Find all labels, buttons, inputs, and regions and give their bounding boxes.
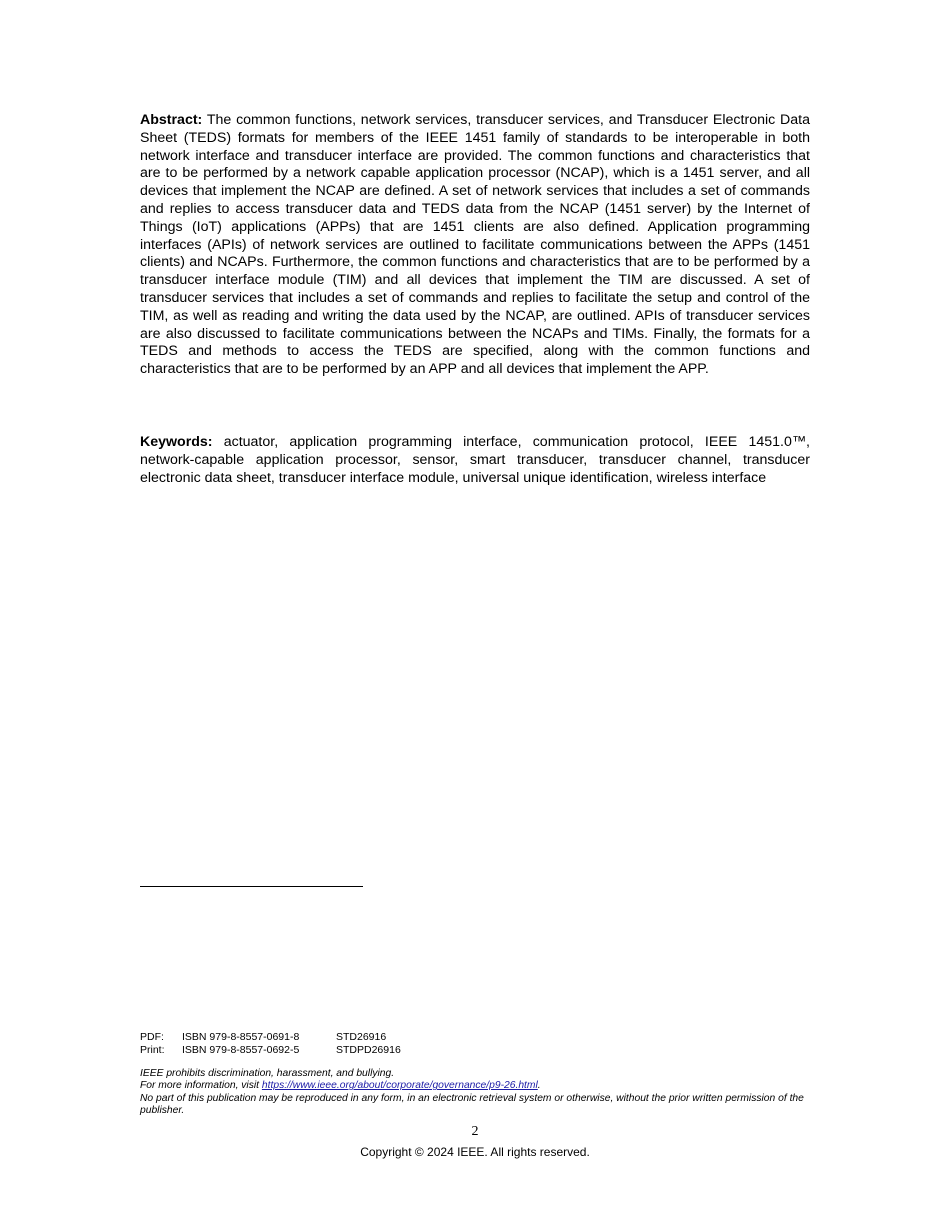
isbn-table bbox=[140, 1031, 401, 1057]
notice-info-prefix: For more information, visit bbox=[140, 1080, 262, 1092]
notice-line-info bbox=[140, 1080, 812, 1092]
governance-link[interactable]: https://www.ieee.org/about/corporate/governance/p9-26.html bbox=[261, 1080, 538, 1092]
notice-line-harassment: IEEE prohibits discrimination, harassment, and bullying. bbox=[140, 1068, 395, 1079]
isbn-number: ISBN 979-8-8557-0692-5 bbox=[182, 1044, 300, 1056]
isbn-row-print bbox=[140, 1044, 401, 1057]
legal-notice bbox=[140, 1068, 812, 1117]
isbn-code: STD26916 bbox=[336, 1031, 387, 1043]
keywords-label: Keywords: bbox=[140, 434, 213, 450]
isbn-format: PDF: bbox=[140, 1031, 164, 1043]
isbn-format: Print: bbox=[140, 1044, 165, 1056]
keywords-text: actuator, application programming interface, communication protocol, IEEE 1451.0™, network-capable application processor, sensor, smart transducer, transducer channel, transducer electronic data sheet, transducer interface module, universal unique identification, wireless interface bbox=[140, 434, 810, 486]
copyright-notice: Copyright © 2024 IEEE. All rights reserved. bbox=[360, 1145, 590, 1159]
abstract-paragraph bbox=[140, 112, 810, 379]
abstract-text: The common functions, network services, transducer services, and Transducer Electronic Data Sheet (TEDS) formats for members of the IEEE 1451 family of standards to be interoperable in both network interface and transducer interface are provided. The common functions and characteristics that are to be performed by a network capable application processor (NCAP), which is a 1451 server, and all devices that implement the NCAP are defined. A set of network services that includes a set of commands and replies to access transducer data and TEDS data from the NCAP (1451 server) by the Internet of Things (IoT) applications (APPs) that are 1451 clients are also defined. Application programming interfaces (APIs) of network services are outlined to facilitate communications between the APPs (1451 clients) and NCAPs. Furthermore, the common functions and characteristics that are to be performed by a transducer interface module (TIM) and all devices that implement the TIM are discussed. A set of transducer services that includes a set of commands and replies to facilitate the setup and control of the TIM, as well as reading and writing the data used by the NCAP, are outlined. APIs of transducer services are also discussed to facilitate communications between the NCAPs and TIMs. Finally, the formats for a TEDS and methods to access the TEDS are specified, along with the common functions and characteristics that are to be performed by an APP and all devices that implement the APP. bbox=[140, 112, 810, 378]
footnote-divider bbox=[140, 886, 363, 887]
keywords-paragraph bbox=[140, 434, 810, 487]
page-number: 2 bbox=[471, 1124, 479, 1139]
isbn-row-pdf bbox=[140, 1031, 401, 1044]
notice-line-reproduction: No part of this publication may be reproduced in any form, in an electronic retrieval system or otherwise, without the prior written permission of the publisher. bbox=[140, 1092, 804, 1116]
isbn-number: ISBN 979-8-8557-0691-8 bbox=[182, 1031, 300, 1043]
notice-info-suffix: . bbox=[537, 1080, 541, 1092]
isbn-code: STDPD26916 bbox=[336, 1044, 401, 1056]
abstract-label: Abstract: bbox=[140, 112, 203, 128]
